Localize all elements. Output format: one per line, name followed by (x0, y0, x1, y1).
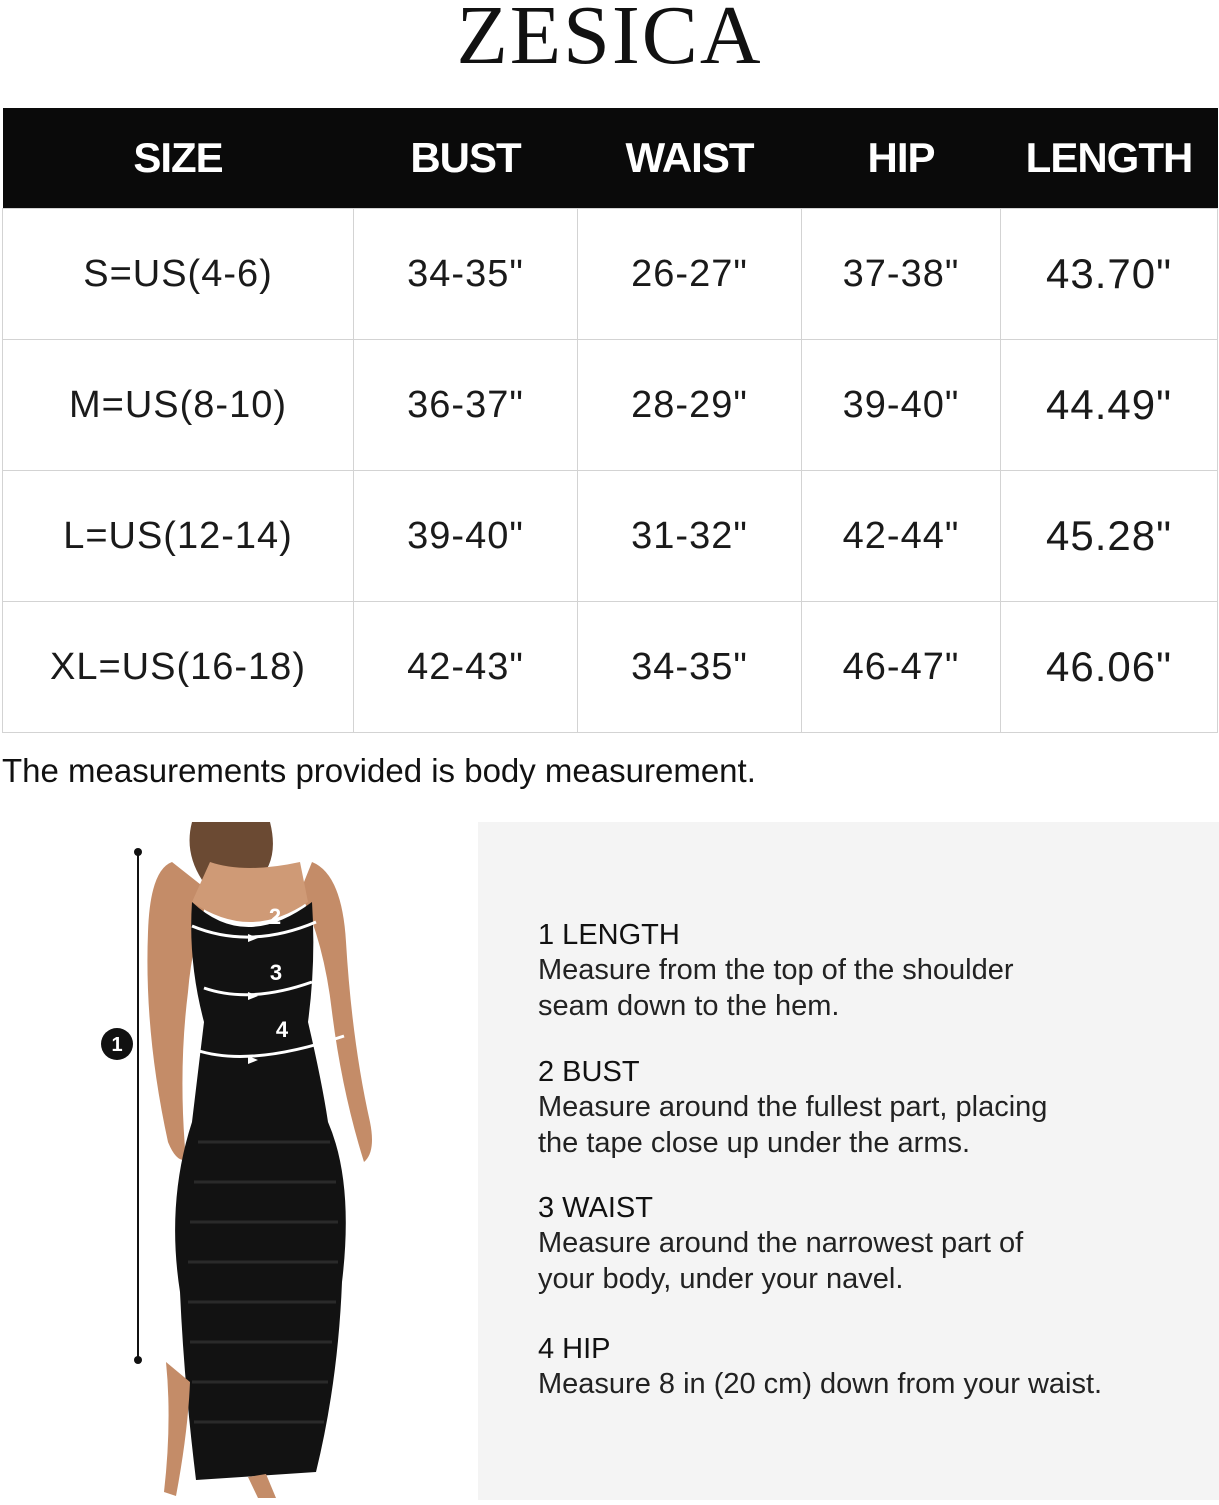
definition-bust (538, 1055, 1198, 1161)
table-row (3, 209, 1218, 340)
chest-shape (192, 862, 308, 922)
cell-waist: 31-32" (578, 471, 802, 602)
cell-hip: 39-40" (802, 340, 1001, 471)
cell-waist: 28-29" (578, 340, 802, 471)
definition-waist (538, 1191, 1198, 1297)
size-chart-table (2, 108, 1218, 733)
definition-title: 1 LENGTH (538, 919, 680, 951)
model-figure (80, 822, 410, 1500)
cell-bust: 42-43" (354, 602, 578, 733)
header-size: SIZE (3, 108, 354, 209)
cell-length: 45.28" (1001, 471, 1218, 602)
header-hip: HIP (802, 108, 1001, 209)
measurement-guide-panel (478, 822, 1219, 1500)
marker-2-label: 2 (268, 904, 282, 929)
left-leg-shape (164, 1362, 190, 1496)
header-bust: BUST (354, 108, 578, 209)
definition-line: the tape close up under the arms. (538, 1127, 971, 1159)
cell-length: 44.49" (1001, 340, 1218, 471)
definition-title: 3 WAIST (538, 1192, 653, 1224)
cell-hip: 37-38" (802, 209, 1001, 340)
cell-size: L=US(12-14) (3, 471, 354, 602)
definition-line: your body, under your navel. (538, 1263, 904, 1295)
definition-line: Measure around the fullest part, placing (538, 1091, 1048, 1123)
length-top-dot (134, 848, 142, 856)
definition-title: 4 HIP (538, 1333, 611, 1365)
cell-length: 43.70" (1001, 209, 1218, 340)
cell-size: M=US(8-10) (3, 340, 354, 471)
table-row (3, 471, 1218, 602)
dress-shape (175, 902, 346, 1480)
cell-waist: 26-27" (578, 209, 802, 340)
definition-line: Measure 8 in (20 cm) down from your waist. (538, 1368, 1103, 1400)
marker-4-label: 4 (275, 1017, 289, 1042)
header-length: LENGTH (1001, 108, 1218, 209)
marker-3-label: 3 (269, 960, 283, 985)
header-waist: WAIST (578, 108, 802, 209)
definition-line: Measure from the top of the shoulder (538, 954, 1014, 986)
cell-bust: 36-37" (354, 340, 578, 471)
cell-waist: 34-35" (578, 602, 802, 733)
model-illustration (80, 822, 410, 1500)
table-header-row (3, 108, 1218, 209)
cell-size: XL=US(16-18) (3, 602, 354, 733)
table-row (3, 340, 1218, 471)
definition-title: 2 BUST (538, 1056, 640, 1088)
cell-hip: 42-44" (802, 471, 1001, 602)
definition-hip (538, 1332, 1198, 1402)
cell-size: S=US(4-6) (3, 209, 354, 340)
marker-1-label: 1 (111, 1034, 123, 1056)
cell-length: 46.06" (1001, 602, 1218, 733)
cell-bust: 34-35" (354, 209, 578, 340)
length-bottom-dot (134, 1356, 142, 1364)
cell-hip: 46-47" (802, 602, 1001, 733)
cell-bust: 39-40" (354, 471, 578, 602)
right-foot-shape (248, 1474, 276, 1498)
definition-line: seam down to the hem. (538, 990, 840, 1022)
brand-logo: ZESICA (456, 0, 763, 82)
definition-line: Measure around the narrowest part of (538, 1227, 1024, 1259)
definition-length (538, 918, 1198, 1024)
measurement-note: The measurements provided is body measurement. (2, 752, 756, 789)
table-row (3, 602, 1218, 733)
